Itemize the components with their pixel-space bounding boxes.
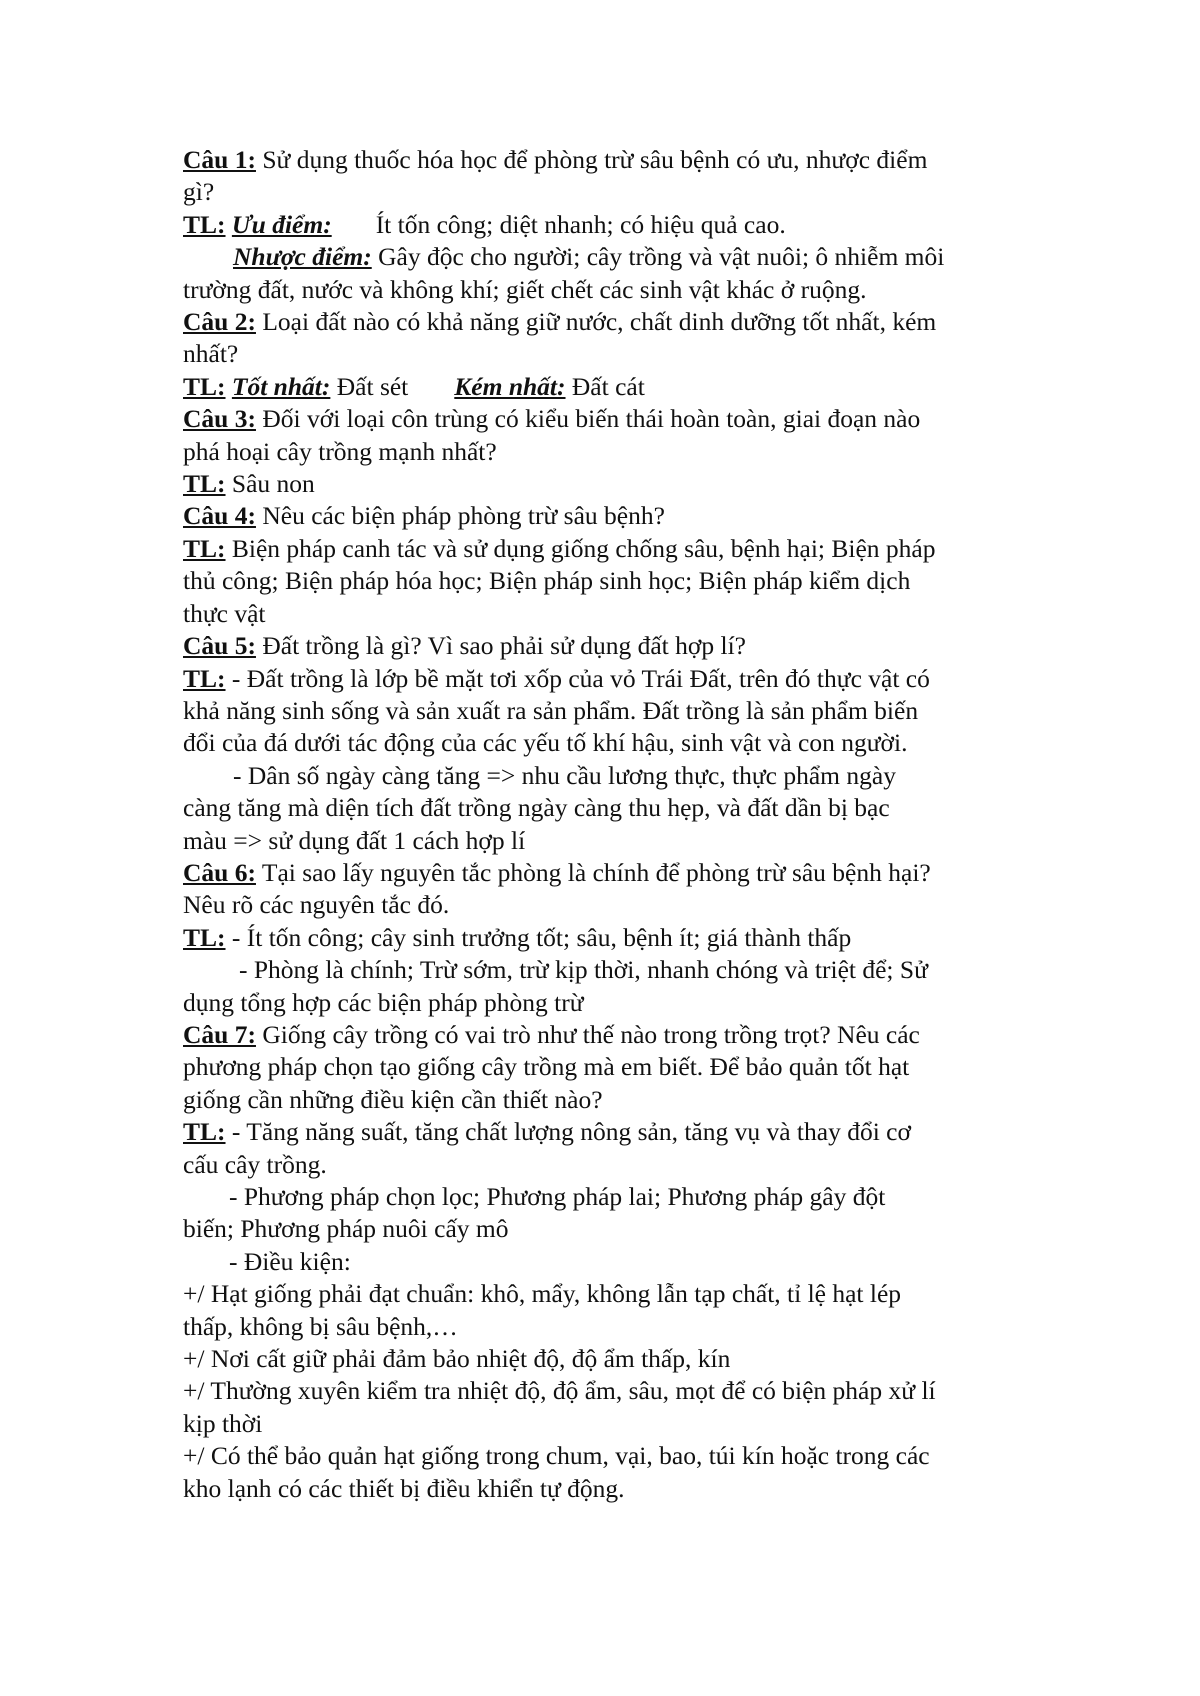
- answer-6: [183, 922, 1050, 954]
- question-3: [183, 403, 1050, 435]
- answer-text: Gây độc cho người; cây trồng và vật nuôi; ô nhiễm môi: [371, 242, 945, 272]
- answer-3: [183, 468, 1050, 500]
- answer-label: TL:: [183, 209, 226, 239]
- question-label: Câu 6:: [183, 857, 256, 887]
- disadvantage-label: Nhược điểm:: [233, 242, 372, 272]
- answer-1: [183, 209, 1050, 241]
- answer-text: - Ít tốn công; cây sinh trưởng tốt; sâu, bệnh ít; giá thành thấp: [225, 922, 852, 952]
- question-text: Sử dụng thuốc hóa học để phòng trừ sâu bệnh có ưu, nhược điểm: [255, 145, 928, 174]
- text-line: giống cần những điều kiện cần thiết nào?: [183, 1084, 603, 1114]
- answer-text: Đất sét: [330, 371, 409, 401]
- question-1: [183, 144, 1050, 176]
- question-label: Câu 4:: [183, 501, 256, 531]
- answer-5: [183, 663, 1050, 695]
- text-line: +/ Có thể bảo quản hạt giống trong chum, vại, bao, túi kín hoặc trong các: [183, 1441, 930, 1471]
- text-line: cấu cây trồng.: [183, 1149, 327, 1179]
- answer-label: TL:: [183, 1117, 226, 1147]
- answer-text: - Tăng năng suất, tăng chất lượng nông sản, tăng vụ và thay đổi cơ: [225, 1117, 911, 1147]
- question-5: [183, 630, 1050, 662]
- answer-label: TL:: [183, 663, 226, 693]
- answer-text: Ít tốn công; diệt nhanh; có hiệu quả cao.: [375, 209, 786, 239]
- text-line: +/ Hạt giống phải đạt chuẩn: khô, mẩy, không lẫn tạp chất, tỉ lệ hạt lép: [183, 1279, 902, 1309]
- text-line: thực vật: [183, 598, 266, 628]
- answer-text: - Đất trồng là lớp bề mặt tơi xốp của vỏ Trái Đất, trên đó thực vật có: [225, 663, 930, 693]
- question-text: Loại đất nào có khả năng giữ nước, chất dinh dưỡng tốt nhất, kém: [255, 307, 937, 337]
- worst-label: Kém nhất:: [454, 371, 566, 401]
- question-6: [183, 857, 1050, 889]
- text-line: càng tăng mà diện tích đất trồng ngày càng thu hẹp, và đất dần bị bạc: [183, 793, 890, 823]
- question-text: Đối với loại côn trùng có kiểu biến thái hoàn toàn, giai đoạn nào: [255, 404, 921, 434]
- text-line: +/ Nơi cất giữ phải đảm bảo nhiệt độ, độ ẩm thấp, kín: [183, 1344, 731, 1374]
- text-line: nhất?: [183, 339, 239, 369]
- answer-label: TL:: [183, 469, 226, 499]
- question-label: Câu 1:: [183, 145, 256, 174]
- answer-text: Sâu non: [225, 469, 315, 499]
- best-label: Tốt nhất:: [231, 371, 331, 401]
- text-line: màu => sử dụng đất 1 cách hợp lí: [183, 825, 526, 855]
- answer-label: TL:: [183, 922, 226, 952]
- question-text: Tại sao lấy nguyên tắc phòng là chính để phòng trừ sâu bệnh hại?: [255, 857, 931, 887]
- answer-2: [183, 371, 1050, 403]
- advantage-label: Ưu điểm:: [231, 209, 332, 239]
- answer-text: Đất cát: [565, 371, 645, 401]
- question-text: Giống cây trồng có vai trò như thế nào trong trồng trọt? Nêu các: [255, 1019, 920, 1049]
- answer-7: [183, 1116, 1050, 1148]
- text-line: kịp thời: [183, 1408, 263, 1438]
- answer-4: [183, 533, 1050, 565]
- text-line: - Điều kiện:: [229, 1246, 351, 1276]
- text-line: phương pháp chọn tạo giống cây trồng mà em biết. Để bảo quản tốt hạt: [183, 1052, 910, 1082]
- text-line: khả năng sinh sống và sản xuất ra sản phẩm. Đất trồng là sản phẩm biến: [183, 695, 919, 725]
- question-text: Nêu các biện pháp phòng trừ sâu bệnh?: [255, 501, 665, 531]
- question-2: [183, 306, 1050, 338]
- text-line: kho lạnh có các thiết bị điều khiển tự động.: [183, 1473, 625, 1503]
- text-line: - Phòng là chính; Trừ sớm, trừ kịp thời, nhanh chóng và triệt để; Sử: [239, 955, 928, 985]
- text-line: thủ công; Biện pháp hóa học; Biện pháp sinh học; Biện pháp kiểm dịch: [183, 566, 911, 596]
- question-text: Đất trồng là gì? Vì sao phải sử dụng đất hợp lí?: [255, 631, 746, 661]
- answer-text: Biện pháp canh tác và sử dụng giống chống sâu, bệnh hại; Biện pháp: [225, 533, 936, 563]
- text-line: trường đất, nước và không khí; giết chết các sinh vật khác ở ruộng.: [183, 274, 867, 304]
- answer-label: TL:: [183, 533, 226, 563]
- text-line: +/ Thường xuyên kiểm tra nhiệt độ, độ ẩm, sâu, mọt để có biện pháp xử lí: [183, 1376, 936, 1406]
- disadvantage-line: [183, 241, 1050, 273]
- answer-label: TL:: [183, 371, 226, 401]
- text-line: - Dân số ngày càng tăng => nhu cầu lương thực, thực phẩm ngày: [233, 760, 896, 790]
- text-line: thấp, không bị sâu bệnh,…: [183, 1311, 458, 1341]
- text-line: phá hoại cây trồng mạnh nhất?: [183, 436, 497, 466]
- text-line: đổi của đá dưới tác động của các yếu tố khí hậu, sinh vật và con người.: [183, 728, 908, 758]
- text-line: dụng tổng hợp các biện pháp phòng trừ: [183, 987, 584, 1017]
- text-line: gì?: [183, 177, 215, 207]
- question-7: [183, 1019, 1050, 1051]
- question-label: Câu 7:: [183, 1019, 256, 1049]
- text-line: Nêu rõ các nguyên tắc đó.: [183, 890, 450, 920]
- question-label: Câu 2:: [183, 307, 256, 337]
- question-4: [183, 500, 1050, 532]
- text-line: biến; Phương pháp nuôi cấy mô: [183, 1214, 509, 1244]
- text-line: - Phương pháp chọn lọc; Phương pháp lai; Phương pháp gây đột: [229, 1182, 886, 1211]
- question-label: Câu 3:: [183, 404, 256, 434]
- question-label: Câu 5:: [183, 631, 256, 661]
